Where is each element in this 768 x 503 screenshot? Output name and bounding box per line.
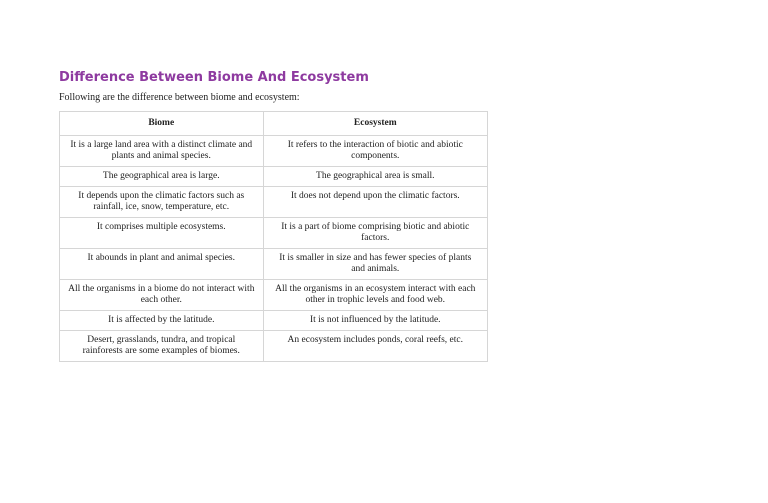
- biome-cell: It is affected by the latitude.: [60, 311, 264, 331]
- page-title: Difference Between Biome And Ecosystem: [59, 70, 369, 85]
- table-row: [60, 167, 488, 187]
- biome-cell: It is a large land area with a distinct climate and plants and animal species.: [60, 136, 264, 167]
- ecosystem-cell: It does not depend upon the climatic factors.: [263, 187, 487, 218]
- table-row: [60, 136, 488, 167]
- table-row: [60, 218, 488, 249]
- article-content: [59, 69, 489, 362]
- table-row: [60, 280, 488, 311]
- ecosystem-cell: It refers to the interaction of biotic and abiotic components.: [263, 136, 487, 167]
- column-header-ecosystem: Ecosystem: [263, 112, 487, 136]
- ecosystem-cell: It is not influenced by the latitude.: [263, 311, 487, 331]
- ecosystem-cell: It is smaller in size and has fewer species of plants and animals.: [263, 249, 487, 280]
- table-header-row: [60, 112, 488, 136]
- biome-cell: All the organisms in a biome do not interact with each other.: [60, 280, 264, 311]
- biome-cell: It abounds in plant and animal species.: [60, 249, 264, 280]
- comparison-table: [59, 111, 488, 362]
- biome-cell: It depends upon the climatic factors such as rainfall, ice, snow, temperature, etc.: [60, 187, 264, 218]
- biome-cell: Desert, grasslands, tundra, and tropical rainforests are some examples of biomes.: [60, 331, 264, 362]
- table-row: [60, 331, 488, 362]
- ecosystem-cell: All the organisms in an ecosystem interact with each other in trophic levels and food web.: [263, 280, 487, 311]
- intro-text: Following are the difference between biome and ecosystem:: [59, 92, 300, 103]
- table-row: [60, 249, 488, 280]
- column-header-biome: Biome: [60, 112, 264, 136]
- ecosystem-cell: The geographical area is small.: [263, 167, 487, 187]
- table-row: [60, 187, 488, 218]
- biome-cell: It comprises multiple ecosystems.: [60, 218, 264, 249]
- biome-cell: The geographical area is large.: [60, 167, 264, 187]
- ecosystem-cell: An ecosystem includes ponds, coral reefs, etc.: [263, 331, 487, 362]
- table-row: [60, 311, 488, 331]
- ecosystem-cell: It is a part of biome comprising biotic and abiotic factors.: [263, 218, 487, 249]
